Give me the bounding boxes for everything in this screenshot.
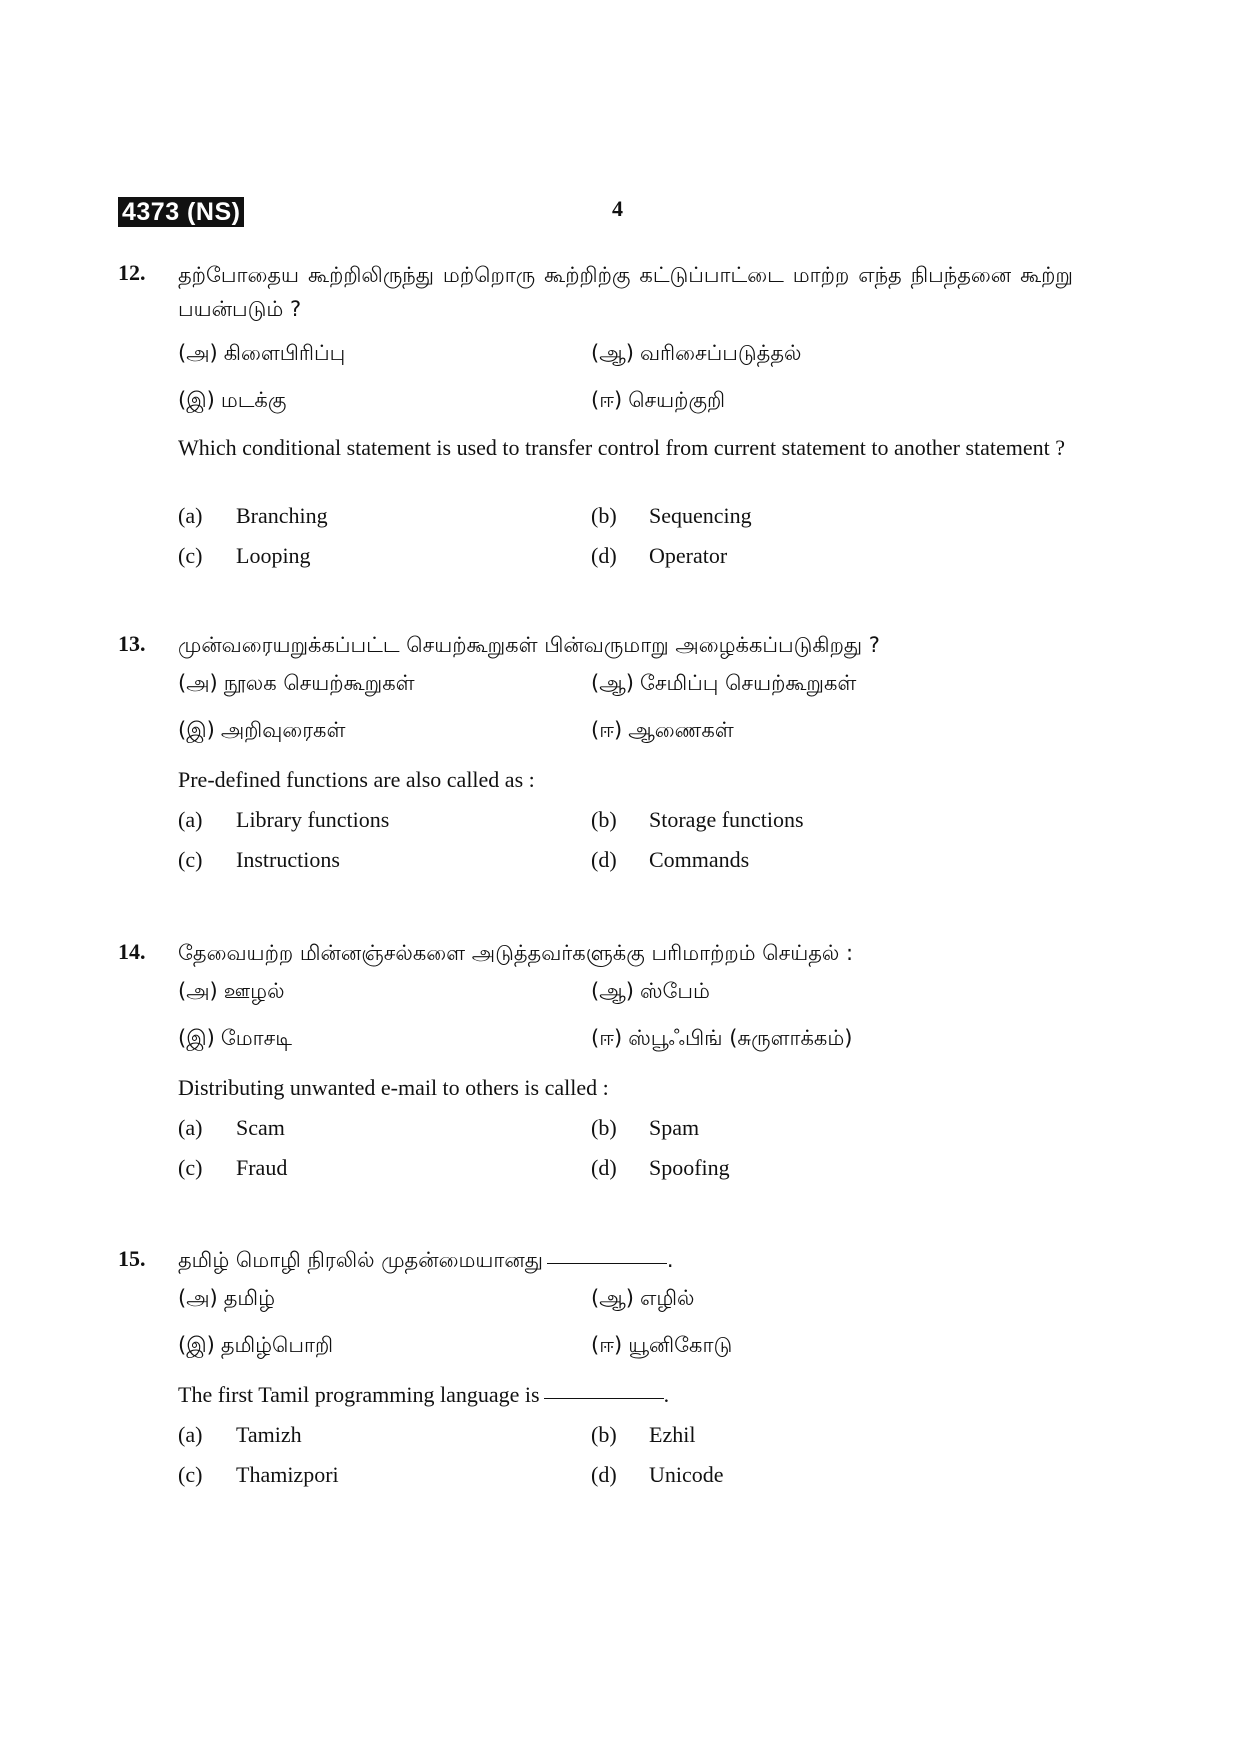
option-text: சேமிப்பு செயற்கூறுகள் — [639, 671, 857, 695]
option-text: மோசடி — [220, 1026, 292, 1050]
option-label: (இ) — [178, 718, 215, 742]
tamil-option-a — [178, 341, 345, 368]
english-option-a — [178, 1422, 302, 1448]
question-number: 13. — [118, 631, 146, 656]
option-label: (a) — [178, 807, 203, 832]
option-text: தமிழ்பொறி — [220, 1333, 334, 1357]
option-text: Fraud — [236, 1155, 288, 1180]
english-option-b — [591, 807, 804, 833]
tamil-option-b — [591, 671, 856, 698]
option-label: (d) — [591, 1155, 617, 1180]
tamil-question-text — [178, 1243, 1073, 1277]
option-text: Unicode — [649, 1462, 724, 1487]
option-text: Instructions — [236, 847, 340, 872]
option-label: (இ) — [178, 1026, 215, 1050]
english-option-d — [591, 847, 749, 873]
tamil-option-d — [591, 1333, 732, 1360]
option-text: வரிசைப்படுத்தல் — [639, 341, 802, 365]
answer-blank — [547, 1262, 667, 1264]
tamil-option-d — [591, 1026, 852, 1053]
option-label: (அ) — [178, 1286, 218, 1310]
answer-blank — [544, 1397, 664, 1399]
english-option-c — [178, 543, 311, 569]
option-text: Looping — [236, 543, 311, 568]
english-option-c — [178, 1462, 339, 1488]
option-text: Ezhil — [649, 1422, 696, 1447]
tamil-option-d — [591, 388, 725, 415]
option-label: (ஆ) — [591, 1286, 634, 1310]
option-text: Operator — [649, 543, 728, 568]
english-option-d — [591, 1155, 730, 1181]
option-label: (a) — [178, 1422, 203, 1447]
english-question-text: Pre-defined functions are also called as : — [178, 767, 535, 792]
option-label: (c) — [178, 1462, 203, 1487]
option-label: (இ) — [178, 388, 215, 412]
option-text: எழில் — [639, 1286, 695, 1310]
option-label: (ஈ) — [591, 1333, 623, 1357]
option-text: ஸ்பூஃபிங் (சுருளாக்கம்) — [628, 1026, 853, 1050]
tamil-option-b — [591, 341, 801, 368]
tamil-option-a — [178, 671, 415, 698]
option-text: Branching — [236, 503, 328, 528]
english-option-a — [178, 1115, 285, 1141]
option-text: Sequencing — [649, 503, 752, 528]
option-label: (அ) — [178, 979, 218, 1003]
option-text: Tamizh — [236, 1422, 302, 1447]
option-label: (d) — [591, 1462, 617, 1487]
option-text: கிளைபிரிப்பு — [223, 341, 346, 365]
option-text: ஆணைகள் — [628, 718, 734, 742]
tamil-option-c — [178, 1026, 292, 1053]
option-text: ஊழல் — [223, 979, 285, 1003]
tamil-option-a — [178, 979, 285, 1006]
option-label: (b) — [591, 807, 617, 832]
option-text: தமிழ் — [223, 1286, 275, 1310]
english-option-b — [591, 1422, 695, 1448]
option-label: (ஆ) — [591, 671, 634, 695]
tamil-option-c — [178, 388, 286, 415]
option-text: செயற்குறி — [628, 388, 726, 412]
option-text: மடக்கு — [220, 388, 287, 412]
english-option-b — [591, 1115, 699, 1141]
english-question-text — [178, 1381, 1073, 1408]
tamil-question-stem: தமிழ் மொழி நிரலில் முதன்மையானது — [178, 1248, 543, 1272]
option-label: (ஈ) — [591, 718, 623, 742]
option-label: (ஆ) — [591, 341, 634, 365]
option-label: (d) — [591, 847, 617, 872]
option-label: (b) — [591, 503, 617, 528]
english-option-c — [178, 1155, 287, 1181]
option-text: யூனிகோடு — [628, 1333, 733, 1357]
question-period: . — [666, 1248, 674, 1272]
option-text: Thamizpori — [236, 1462, 339, 1487]
option-label: (ஈ) — [591, 388, 623, 412]
option-label: (d) — [591, 543, 617, 568]
option-label: (ஈ) — [591, 1026, 623, 1050]
option-label: (a) — [178, 503, 203, 528]
tamil-question-text: தேவையற்ற மின்னஞ்சல்களை அடுத்தவர்களுக்கு பரிமாற்றம் செய்தல் : — [178, 941, 854, 965]
question-period: . — [663, 1382, 670, 1407]
option-label: (ஆ) — [591, 979, 634, 1003]
option-label: (b) — [591, 1115, 617, 1140]
english-option-d — [591, 1462, 724, 1488]
english-option-b — [591, 503, 752, 529]
option-label: (c) — [178, 847, 203, 872]
page-number: 4 — [612, 196, 623, 221]
tamil-question-text: தற்போதைய கூற்றிலிருந்து மற்றொரு கூற்றிற்கு கட்டுப்பாட்டை மாற்ற எந்த நிபந்தனை கூற்று பயன்படும் ? — [178, 263, 1073, 321]
tamil-question-text: முன்வரையறுக்கப்பட்ட செயற்கூறுகள் பின்வருமாறு அழைக்கப்படுகிறது ? — [178, 633, 880, 657]
option-text: Scam — [236, 1115, 285, 1140]
option-text: Spam — [649, 1115, 700, 1140]
option-text: அறிவுரைகள் — [220, 718, 346, 742]
question-number: 12. — [118, 260, 146, 285]
option-label: (b) — [591, 1422, 617, 1447]
option-label: (அ) — [178, 341, 218, 365]
option-text: Storage functions — [649, 807, 804, 832]
option-label: (இ) — [178, 1333, 215, 1357]
paper-code-badge: 4373 (NS) — [118, 197, 244, 227]
option-text: Commands — [649, 847, 750, 872]
tamil-option-b — [591, 979, 710, 1006]
option-label: (c) — [178, 1155, 203, 1180]
option-text: Spoofing — [649, 1155, 730, 1180]
tamil-option-a — [178, 1286, 275, 1313]
english-question-text: Which conditional statement is used to transfer control from current statement to another statement ? — [178, 435, 1066, 460]
option-label: (அ) — [178, 671, 218, 695]
option-label: (a) — [178, 1115, 203, 1140]
tamil-option-d — [591, 718, 734, 745]
tamil-option-c — [178, 718, 345, 745]
english-option-a — [178, 503, 328, 529]
option-text: நூலக செயற்கூறுகள் — [223, 671, 415, 695]
option-text: ஸ்பேம் — [639, 979, 710, 1003]
english-question-text: Distributing unwanted e-mail to others is called : — [178, 1075, 609, 1100]
english-option-c — [178, 847, 340, 873]
english-question-stem: The first Tamil programming language is — [178, 1382, 540, 1407]
tamil-option-b — [591, 1286, 694, 1313]
tamil-option-c — [178, 1333, 333, 1360]
english-option-a — [178, 807, 389, 833]
option-text: Library functions — [236, 807, 390, 832]
question-number: 14. — [118, 939, 146, 964]
question-number: 15. — [118, 1246, 146, 1271]
option-label: (c) — [178, 543, 203, 568]
english-option-d — [591, 543, 727, 569]
